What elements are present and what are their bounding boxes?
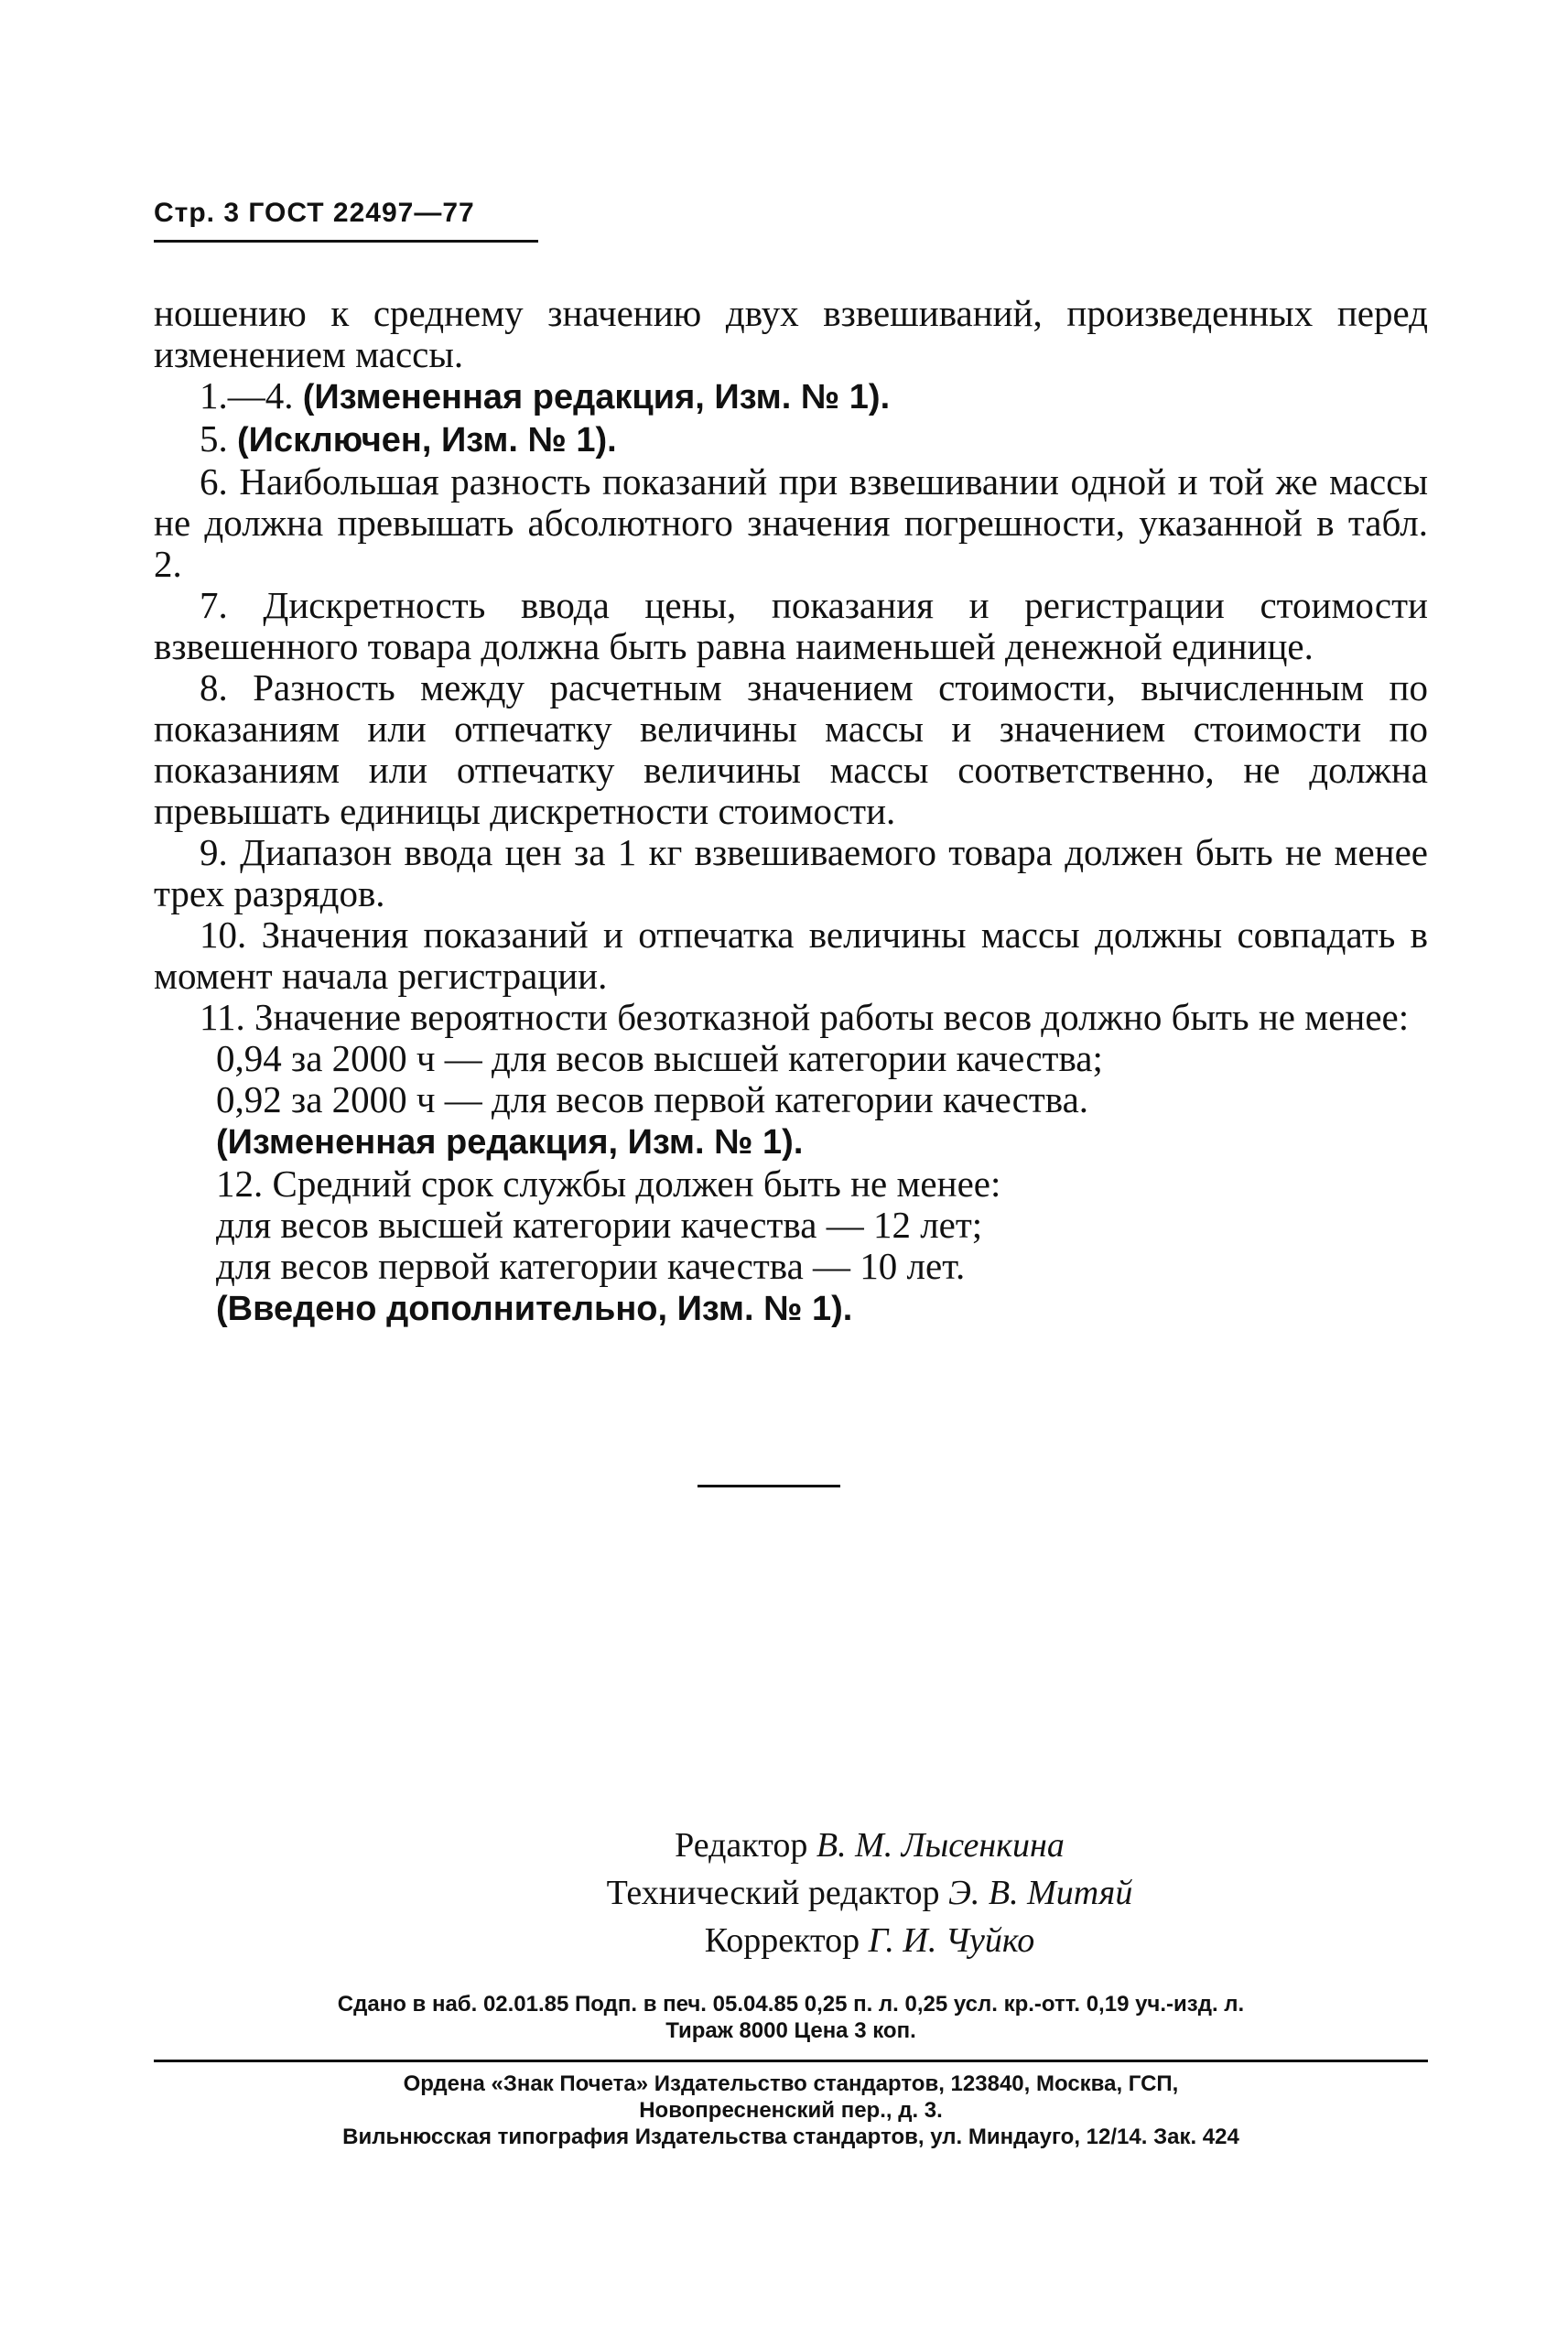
reliability-line-1: 0,94 за 2000 ч — для весов высшей категории качества;: [216, 1037, 1103, 1079]
amendment-note-text: (Измененная редакция, Изм. № 1).: [216, 1123, 804, 1162]
document-body: [154, 293, 1428, 1330]
amendment-note: [154, 1120, 1428, 1163]
editor-name: В. М. Лысенкина: [816, 1826, 1065, 1865]
clause-number: 5.: [200, 417, 237, 460]
editor-role: Редактор: [675, 1826, 816, 1865]
publisher-line-2: Новопресненский пер., д. 3.: [639, 2098, 943, 2123]
imprint-rule: [154, 2060, 1428, 2062]
amendment-note-text: (Введено дополнительно, Изм. № 1).: [216, 1290, 853, 1328]
paragraph-7: 7. Дискретность ввода цены, показания и регистрации стоимости взвешенного товара должна быть равна наименьшей денежной единице.: [154, 584, 1428, 667]
paragraph-continuation: ношению к среднему значению двух взвешиваний, произведенных перед изменением массы.: [154, 292, 1428, 375]
tech-editor-line: [458, 1869, 1281, 1917]
imprint-block: [154, 1991, 1428, 2044]
amendment-note: (Исключен, Изм. № 1).: [237, 421, 617, 460]
publisher-line-1: Ордена «Знак Почета» Издательство стандартов, 123840, Москва, ГСП,: [403, 2071, 1179, 2096]
paragraph-6: 6. Наибольшая разность показаний при взвешивании одной и той же массы не должна превышать абсолютного значения погрешности, указанной в табл. 2.: [154, 460, 1428, 585]
header-rule: [154, 240, 538, 243]
tech-editor-role: Технический редактор: [606, 1874, 949, 1912]
credits-block: [458, 1822, 1281, 1964]
amendment-note: [154, 1287, 1428, 1330]
paragraph-12: 12. Средний срок службы должен быть не менее:: [216, 1162, 1001, 1205]
paragraph-9: 9. Диапазон ввода цен за 1 кг взвешиваемого товара должен быть не менее трех разрядов.: [154, 831, 1428, 914]
imprint-line-2: Тираж 8000 Цена 3 коп.: [665, 2018, 916, 2043]
page-header: Стр. 3 ГОСТ 22497—77: [154, 198, 475, 228]
publisher-block: [154, 2071, 1428, 2150]
clause-number: 1.—4.: [200, 374, 303, 416]
tech-editor-name: Э. В. Митяй: [948, 1874, 1133, 1912]
service-life-line-1: для весов высшей категории качества — 12 лет;: [216, 1204, 983, 1246]
amendment-note: (Измененная редакция, Изм. № 1).: [302, 378, 891, 416]
paragraph-1-4: [154, 375, 1428, 418]
imprint-line-1: Сдано в наб. 02.01.85 Подп. в печ. 05.04.85 0,25 п. л. 0,25 усл. кр.-отт. 0,19 уч.-изд. л.: [337, 1992, 1245, 2017]
paragraph-10: 10. Значения показаний и отпечатка величины массы должны совпадать в момент начала регистрации.: [154, 914, 1428, 997]
reliability-line-2: 0,92 за 2000 ч — для весов первой категории качества.: [216, 1078, 1089, 1120]
proofreader-name: Г. И. Чуйко: [868, 1921, 1035, 1960]
paragraph-8: 8. Разность между расчетным значением стоимости, вычисленным по показаниям или отпечатку величины массы и значением стоимости по показаниям или отпечатку величины массы соответственно, не должна превышать единицы дискретности стоимости.: [154, 666, 1428, 832]
proofreader-role: Корректор: [704, 1921, 869, 1960]
publisher-line-3: Вильнюсская типография Издательства стандартов, ул. Миндауго, 12/14. Зак. 424: [342, 2125, 1239, 2149]
service-life-line-2: для весов первой категории качества — 10 лет.: [216, 1245, 966, 1287]
editor-line: [458, 1822, 1281, 1869]
proofreader-line: [458, 1917, 1281, 1964]
paragraph-5: [154, 418, 1428, 461]
end-rule: [697, 1485, 840, 1487]
paragraph-11: 11. Значение вероятности безотказной работы весов должно быть не менее:: [200, 996, 1410, 1038]
